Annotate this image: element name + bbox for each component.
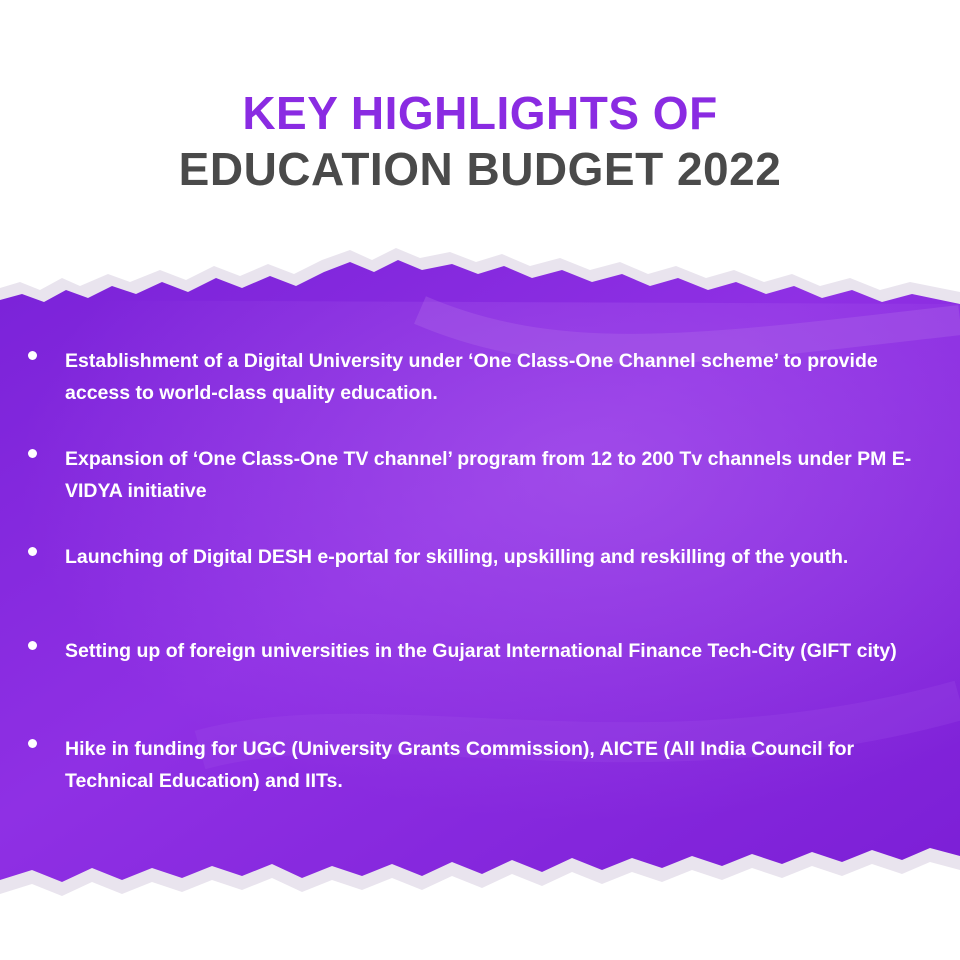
bullet-icon xyxy=(28,449,37,458)
highlight-text: Launching of Digital DESH e-portal for skilling, upskilling and reskilling of the youth. xyxy=(65,546,849,568)
page-title-line-2: EDUCATION BUDGET 2022 xyxy=(178,143,782,195)
highlight-text: Establishment of a Digital University under ‘One Class-One Channel scheme’ to provide access to world-class quality education. xyxy=(65,350,878,404)
page-title-line-1: KEY HIGHLIGHTS OF xyxy=(242,87,718,139)
bullet-icon xyxy=(28,351,37,360)
bullet-icon xyxy=(28,547,37,556)
highlight-text: Expansion of ‘One Class-One TV channel’ program from 12 to 200 Tv channels under PM E-VIDYA initiative xyxy=(65,448,912,502)
bullet-icon xyxy=(28,641,37,650)
bullet-icon xyxy=(28,739,37,748)
highlight-text: Setting up of foreign universities in the Gujarat International Finance Tech-City (GIFT city) xyxy=(65,640,897,662)
highlight-text: Hike in funding for UGC (University Grants Commission), AICTE (All India Council for Technical Education) and IITs. xyxy=(65,738,855,792)
